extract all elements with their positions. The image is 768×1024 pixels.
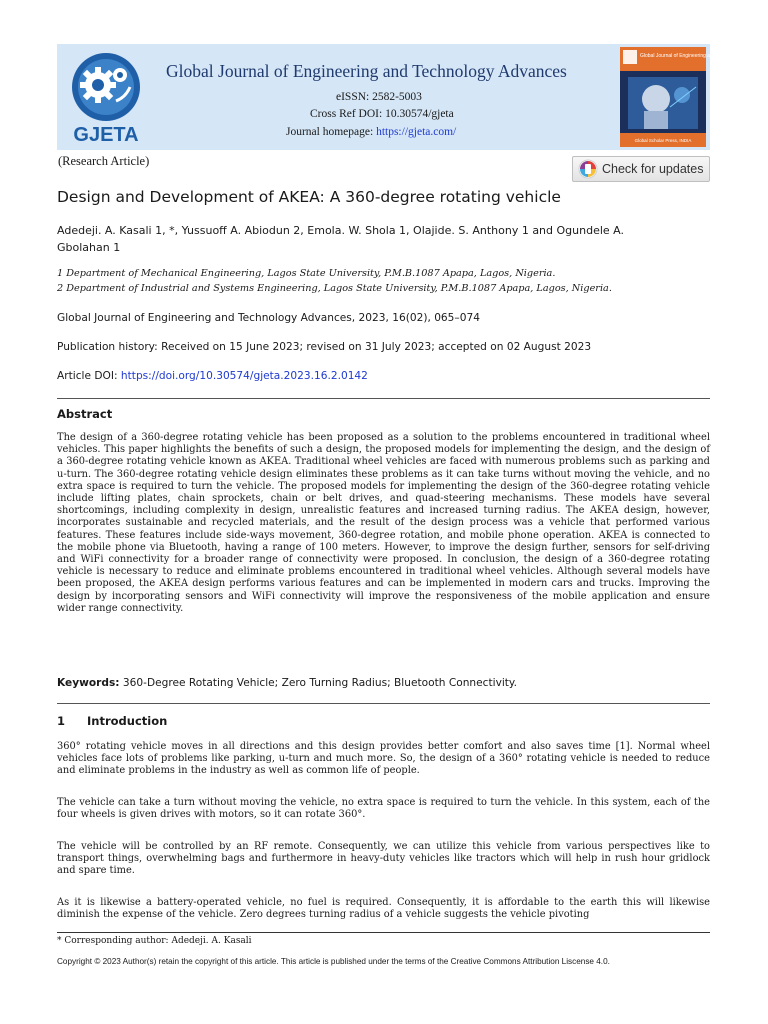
svg-text:GJETA: GJETA: [73, 124, 139, 146]
abstract-heading: Abstract: [57, 407, 113, 421]
svg-text:Global Journal of Engineering: Global Journal of Engineering and Technology Advances: [640, 53, 766, 59]
intro-paragraph: The vehicle will be controlled by an RF remote. Consequently, we can utilize this vehicle from various perspectives like to transport things, overwhelming bags and furthermore in heavy-duty vehicles like tractors which will help in rush hour gridlock and spare time.: [57, 841, 710, 877]
intro-paragraph: The vehicle can take a turn without moving the vehicle, no extra space is required to turn the vehicle. In this system, each of the four wheels is given drives with motors, so it can rotate 360°.: [57, 797, 710, 821]
crossref-doi-text: Cross Ref DOI: 10.30574/gjeta: [310, 108, 454, 120]
intro-paragraph: 360° rotating vehicle moves in all directions and this design provides better comfort and also saves time [1]. Normal wheel vehicles face lots of problems like parking, u-turn and much more. So, the design of a 360° rotating vehicle is needed to reduce and eliminate problems in the industry as well as common life of people.: [57, 741, 710, 777]
divider: [57, 703, 710, 704]
intro-paragraph: As it is likewise a battery-operated vehicle, no fuel is required. Consequently, it is affordable to the earth this will likewise diminish the expense of the vehicle. Zero degrees turning radius of a vehicle suggests the vehicle pivoting: [57, 897, 710, 921]
doi-link[interactable]: https://doi.org/10.30574/gjeta.2023.16.2.0142: [120, 370, 368, 382]
keywords-line: [57, 677, 517, 689]
gjeta-logo: [64, 49, 148, 149]
section-title: Introduction: [87, 714, 168, 728]
eissn-text: eISSN: 2582-5003: [336, 91, 422, 103]
affiliation-2: 2 Department of Industrial and Systems Engineering, Lagos State University, P.M.B.1087 Apapa, Lagos, Nigeria.: [57, 283, 612, 294]
journal-title: Global Journal of Engineering and Technology Advances: [166, 61, 567, 81]
article-doi-line: [57, 370, 368, 382]
article-type-label: (Research Article): [58, 154, 150, 168]
author-list: Adedeji. A. Kasali 1, *, Yussuoff A. Abiodun 2, Emola. W. Shola 1, Olajide. S. Anthony 1 and Ogundele A. Gbolahan 1: [57, 224, 624, 254]
keywords-label: Keywords:: [57, 677, 120, 689]
crossmark-icon: [578, 159, 598, 179]
footnote-divider: [57, 932, 710, 933]
section-number: 1: [57, 714, 66, 728]
journal-cover-image: [620, 47, 766, 147]
corresponding-author-note: * Corresponding author: Adedeji. A. Kasali: [57, 936, 252, 946]
keywords-text: 360-Degree Rotating Vehicle; Zero Turning Radius; Bluetooth Connectivity.: [122, 677, 518, 689]
affiliation-1: 1 Department of Mechanical Engineering, Lagos State University, P.M.B.1087 Apapa, Lagos, Nigeria.: [57, 268, 556, 279]
citation-line: Global Journal of Engineering and Technology Advances, 2023, 16(02), 065–074: [57, 312, 480, 324]
copyright-notice: Copyright © 2023 Author(s) retain the copyright of this article. This article is published under the terms of the Creative Commons Attribution Liscense 4.0.: [57, 957, 610, 966]
abstract-text: The design of a 360-degree rotating vehicle has been proposed as a solution to the problems encountered in traditional wheel vehicles. This paper highlights the benefits of such a design, the proposed models for implementing the design, and the design of a 360-degree rotating vehicle known as AKEA. Traditional wheel vehicles are faced with numerous problems such as parking and u-turn. The 360-degree rotating vehicle design eliminates these problems as it can take turns without moving the vehicle, and no extra space is required to turn the vehicle. The proposed models for implementing the design of the 360-degree rotating vehicle include lifting plates, chain sprockets, chain or belt drives, and quad-steering mechanisms. These models have several shortcomings, including complexity in design, unrealistic features and increased turning radius. The AKEA design, however, incorporates sustainable and recycled materials, and the result of the design process was a vehicle that performed various features. These features include side-ways movement, 360-degree rotation, and mobile phone operation. AKEA is connected to the mobile phone via Bluetooth, having a range of 100 meters. However, to improve the design further, sensors for self-driving and WiFi connectivity for a broader range of connectivity were proposed. In conclusion, the design of a 360-degree rotating vehicle is necessary to reduce and eliminate problems encountered in traditional wheel vehicles. Although several models have been proposed, the AKEA design performs various features and can be implemented in modern cars and trucks. Improving the design by incorporating sensors and WiFi connectivity will improve the responsiveness of the mobile application and ensure wider range connectivity.: [57, 432, 710, 614]
paper-title: Design and Development of AKEA: A 360-degree rotating vehicle: [57, 188, 561, 206]
publication-history: Publication history: Received on 15 June 2023; revised on 31 July 2023; accepted on 02 August 2023: [57, 341, 592, 353]
check-for-updates-label: Check for updates: [602, 162, 704, 176]
homepage-link[interactable]: https://gjeta.com/: [376, 126, 457, 138]
introduction-heading: [57, 714, 167, 728]
homepage-label: Journal homepage:: [286, 126, 377, 138]
journal-homepage-line: [286, 126, 456, 138]
doi-label: Article DOI:: [57, 370, 121, 382]
svg-text:Global Scholar Press, INDIA: Global Scholar Press, INDIA: [634, 138, 692, 143]
check-for-updates-button[interactable]: [572, 156, 710, 182]
divider: [57, 398, 710, 399]
